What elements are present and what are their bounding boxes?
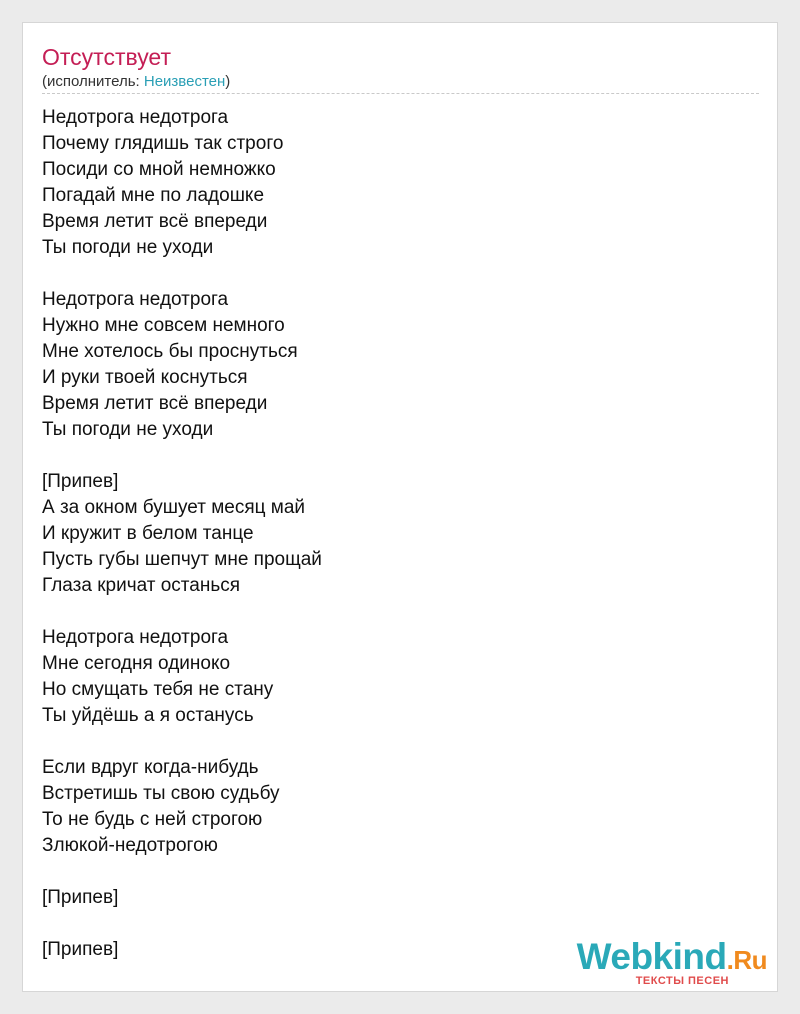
lyrics-line: Мне хотелось бы проснуться bbox=[42, 341, 298, 362]
lyrics-line: Нужно мне совсем немного bbox=[42, 315, 285, 336]
lyrics-line: Недотрога недотрога bbox=[42, 289, 229, 310]
lyrics-stanza-break bbox=[42, 859, 742, 885]
artist-name-link[interactable]: Неизвестен bbox=[143, 73, 226, 90]
header-divider bbox=[42, 93, 759, 94]
artist-suffix: ) bbox=[225, 73, 231, 90]
lyrics-line: Недотрога недотрога bbox=[42, 627, 229, 648]
lyrics-line: А за окном бушует месяц май bbox=[42, 497, 306, 518]
artist-line bbox=[42, 73, 230, 91]
lyrics-stanza-break bbox=[42, 729, 742, 755]
logo-tld: .Ru bbox=[726, 945, 767, 975]
lyrics-stanza-break bbox=[42, 911, 742, 937]
site-logo[interactable] bbox=[577, 938, 767, 987]
lyrics-line: Время летит всё впереди bbox=[42, 393, 268, 414]
lyrics-line: Ты погоди не уходи bbox=[42, 237, 214, 258]
lyrics-line: Встретишь ты свою судьбу bbox=[42, 783, 280, 804]
lyrics-stanza-break bbox=[42, 599, 742, 625]
lyrics-line: И руки твоей коснуться bbox=[42, 367, 248, 388]
lyrics-line: Мне сегодня одиноко bbox=[42, 653, 231, 674]
lyrics-line: Посиди со мной немножко bbox=[42, 159, 276, 180]
lyrics-line: Пусть губы шепчут мне прощай bbox=[42, 549, 322, 570]
lyrics-line: Почему глядишь так строго bbox=[42, 133, 284, 154]
artist-prefix: (исполнитель: bbox=[42, 73, 144, 90]
lyrics-line: То не будь с ней строгою bbox=[42, 809, 263, 830]
lyrics-stanza-break bbox=[42, 443, 742, 469]
lyrics-line: Ты погоди не уходи bbox=[42, 419, 214, 440]
lyrics-line: [Припев] bbox=[42, 471, 119, 492]
song-title: Отсутствует bbox=[42, 44, 171, 70]
logo-tagline: ТЕКСТЫ ПЕСЕН bbox=[635, 975, 729, 987]
lyrics-line: Но смущать тебя не стану bbox=[42, 679, 274, 700]
lyrics-line: Ты уйдёшь а я останусь bbox=[42, 705, 254, 726]
lyrics-line: Недотрога недотрога bbox=[42, 107, 229, 128]
lyrics-stanza-break bbox=[42, 261, 742, 287]
lyrics-line: Погадай мне по ладошке bbox=[42, 185, 265, 206]
logo-wordmark: Webkind bbox=[576, 936, 727, 977]
lyrics-text bbox=[42, 105, 742, 963]
lyrics-line: Если вдруг когда-нибудь bbox=[42, 757, 259, 778]
lyrics-card bbox=[22, 22, 778, 992]
lyrics-line: Глаза кричат останься bbox=[42, 575, 241, 596]
lyrics-line: И кружит в белом танце bbox=[42, 523, 254, 544]
lyrics-line: [Припев] bbox=[42, 887, 119, 908]
lyrics-line: Злюкой-недотрогою bbox=[42, 835, 218, 856]
lyrics-line: [Припев] bbox=[42, 939, 119, 960]
lyrics-line: Время летит всё впереди bbox=[42, 211, 268, 232]
